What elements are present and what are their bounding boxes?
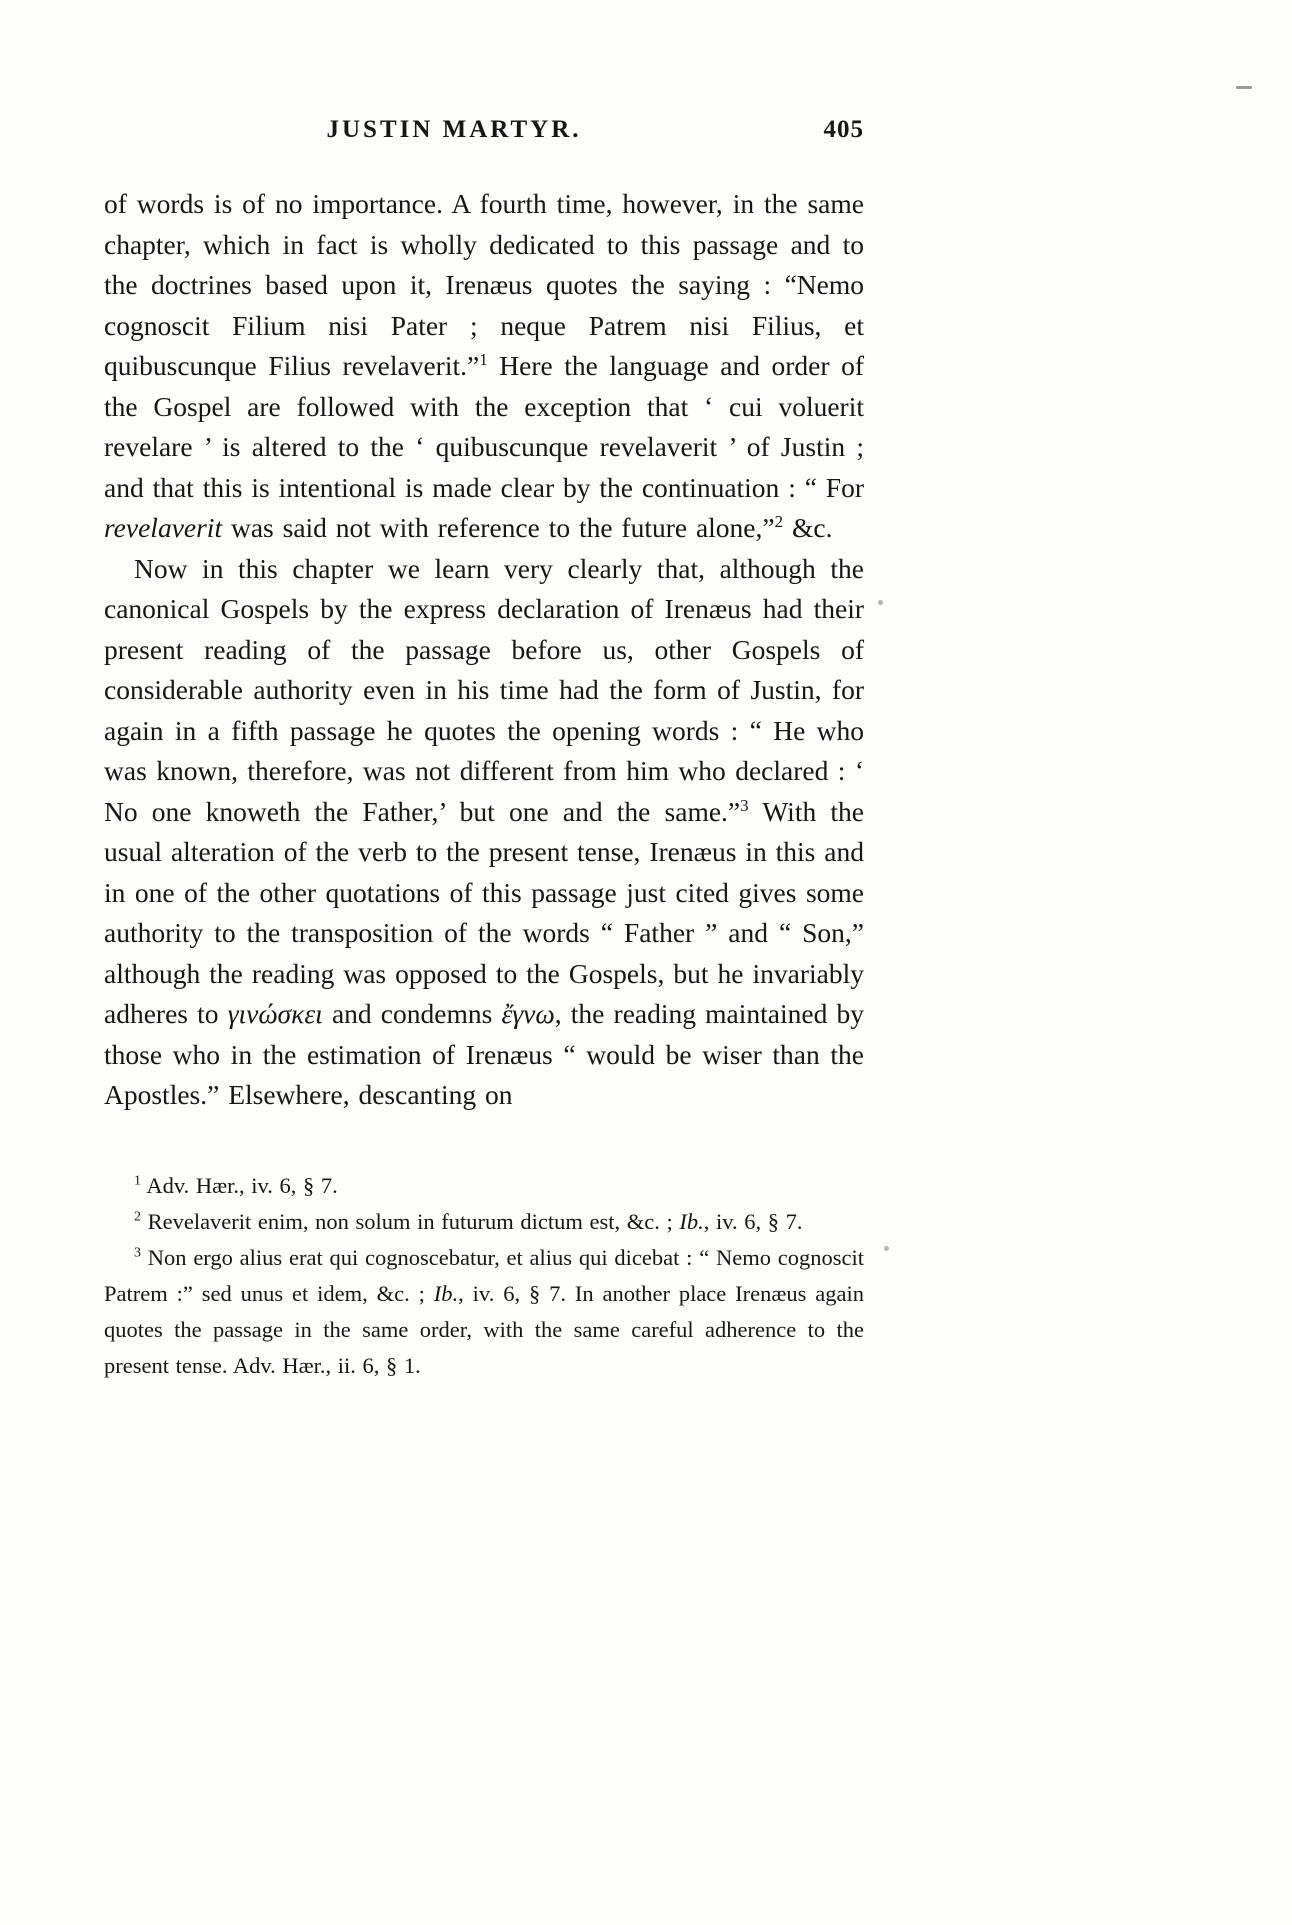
footnote-2: $^2$ Revelaverit enim, non solum in futurum dictum est, &c. ; Ib., iv. 6, § 7. [134, 1208, 803, 1234]
footnotes [104, 1168, 864, 1384]
text-block [104, 116, 864, 1384]
scan-artifact-dot [884, 1246, 889, 1251]
paragraph-2: Now in this chapter we learn very clearly that, although the canonical Gospels by the express declaration of Irenæus had their present reading of the passage before us, other Gospels of considerable authority even in his time had the form of Justin, for again in a fifth passage he quotes the opening words : “ He who was known, therefore, was not different from him who declared : ‘ No one knoweth the Father,’ but one and the same.”$^3$ With the usual alteration of the verb to the present tense, Irenæus in this and in one of the other quotations of this passage just cited gives some authority to the transposition of the words “ Father ” and “ Son,” although the reading was opposed to the Gospels, but he invariably adheres to γινώσκει and condemns ἔγνω, the reading maintained by those who in the estimation of Irenæus “ would be wiser than the Apostles.” Elsewhere, descanting on [104, 552, 864, 1110]
page-number: 405 [823, 116, 864, 143]
scan-artifact-dot [878, 600, 883, 605]
paragraph-1: of words is of no importance. A fourth time, however, in the same chapter, which in fact is wholly dedicated to this passage and to the doctrines based upon it, Irenæus quotes the saying : “Nemo cognoscit Filium nisi Pater ; neque Patrem nisi Filius, et quibuscunque Filius revelaverit.”$^1$ Here the language and order of the Gospel are followed with the exception that ‘ cui voluerit revelare ’ is altered to the ‘ quibuscunque revelaverit ’ of Justin ; and that this is intentional is made clear by the continuation : “ For revelaverit was said not with reference to the future alone,”$^2$ &c. [104, 188, 864, 543]
body-text [104, 184, 864, 1116]
running-head [104, 116, 864, 158]
footnote-3: $^3$ Non ergo alius erat qui cognoscebatur, et alius qui dicebat : “ Nemo cognoscit Patrem :” sed unus et idem, &c. ; Ib., iv. 6, § 7. In another place Irenæus again quotes the passage in the same order, with the same careful adherence to the present tense. Adv. Hær., ii. 6, § 1. [104, 1244, 865, 1378]
running-head-title: JUSTIN MARTYR. [326, 116, 582, 143]
scan-artifact-dash [1236, 86, 1252, 89]
footnote-1: $^1$ Adv. Hær., iv. 6, § 7. [134, 1172, 338, 1198]
